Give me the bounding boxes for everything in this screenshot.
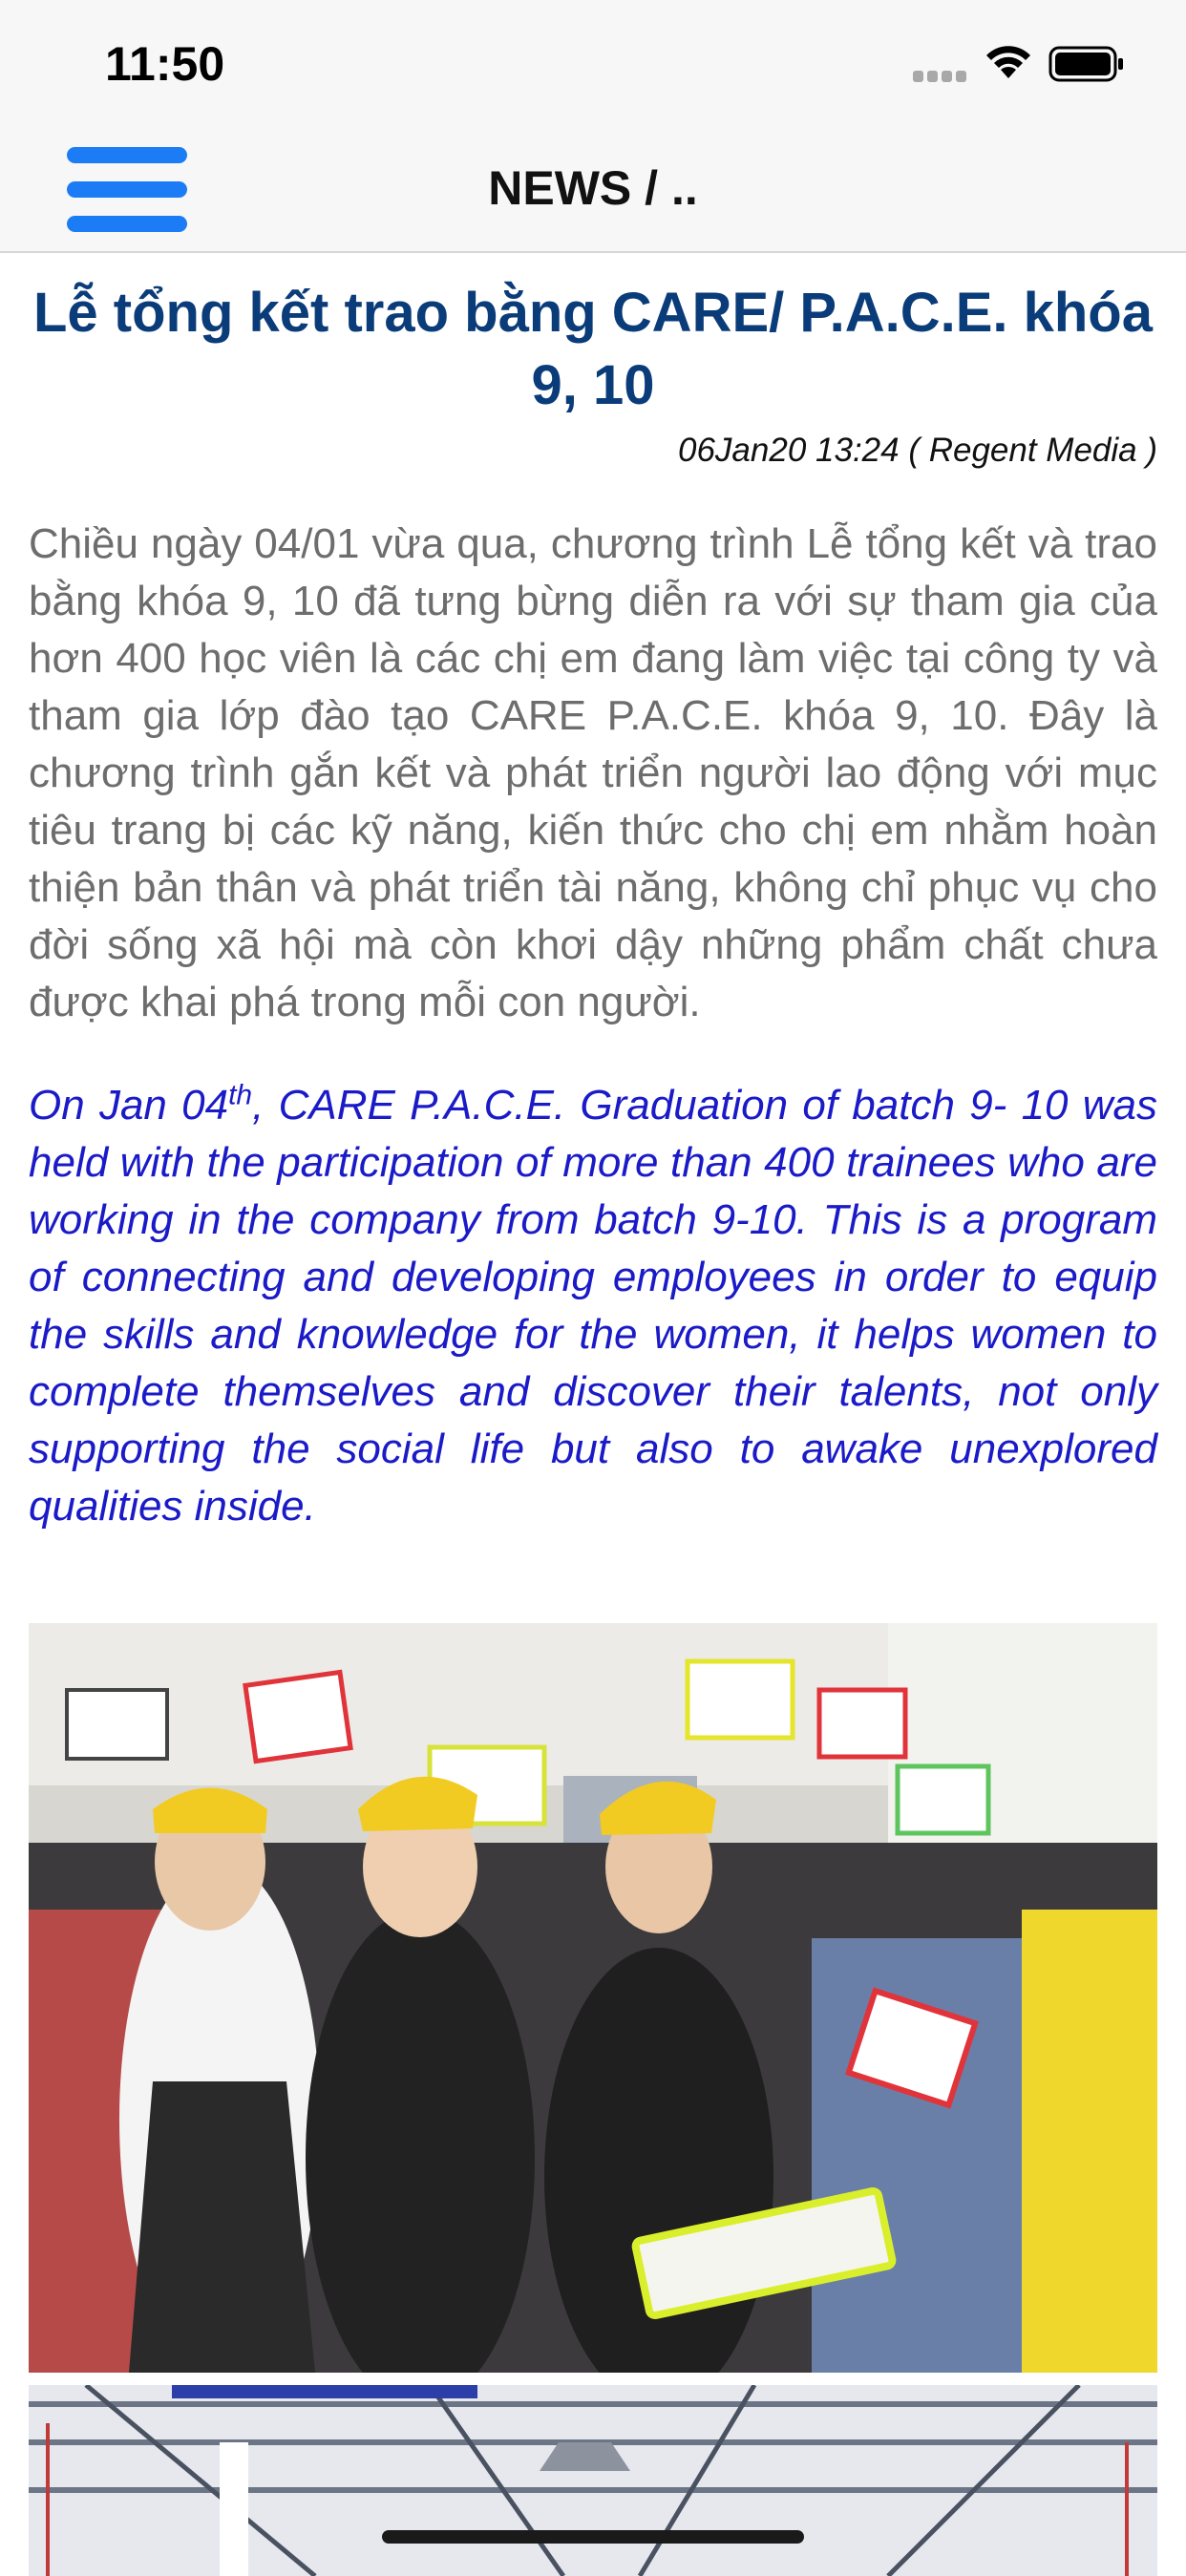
photo-illustration-2 xyxy=(29,2385,1157,2576)
en-superscript: th xyxy=(228,1079,253,1111)
home-indicator[interactable] xyxy=(382,2530,804,2544)
article-photo-factory[interactable] xyxy=(29,2385,1157,2576)
article-paragraph-english xyxy=(29,1077,1157,1535)
en-text-start: On Jan 04 xyxy=(29,1082,229,1129)
article-photo-graduation[interactable] xyxy=(29,1623,1157,2373)
status-time: 11:50 xyxy=(105,37,225,91)
article xyxy=(29,277,1157,1535)
signal-icon xyxy=(913,71,968,82)
en-text-rest: , CARE P.A.C.E. Graduation of batch 9- 10 was held with the participation of more than 400 trainees who are working in the company from batch 9-10. This is a program of connecting and developing employees in order to equip the skills and knowledge for the women, it helps women to complete themselves and discover their talents, not only supporting the social life but also to awake unexplored qualities inside. xyxy=(29,1082,1158,1530)
app-header xyxy=(0,0,1186,253)
photo-illustration xyxy=(29,1623,1157,2373)
article-title: Lễ tổng kết trao bằng CARE/ P.A.C.E. khóa 9, 10 xyxy=(33,282,1153,416)
article-paragraph-vietnamese: Chiều ngày 04/01 vừa qua, chương trình Lễ tổng kết và trao bằng khóa 9, 10 đã tưng bừng diễn ra với sự tham gia của hơn 400 học viên là các chị em đang làm việc tại công ty và tham gia lớp đào tạo CARE P.A.C.E. khóa 9, 10. Đây là chương trình gắn kết và phát triển người lao động với mục tiêu trang bị các kỹ năng, kiến thức cho chị em nhằm hoàn thiện bản thân và phát triển tài năng, không chỉ phục vụ cho đời sống xã hội mà còn khơi dậy những phẩm chất chưa được khai phá trong mỗi con người. xyxy=(29,520,1157,1025)
wifi-icon xyxy=(984,42,1033,80)
battery-icon xyxy=(1048,46,1125,82)
page-title: NEWS / .. xyxy=(488,161,698,215)
article-meta: 06Jan20 13:24 ( Regent Media ) xyxy=(678,432,1157,469)
